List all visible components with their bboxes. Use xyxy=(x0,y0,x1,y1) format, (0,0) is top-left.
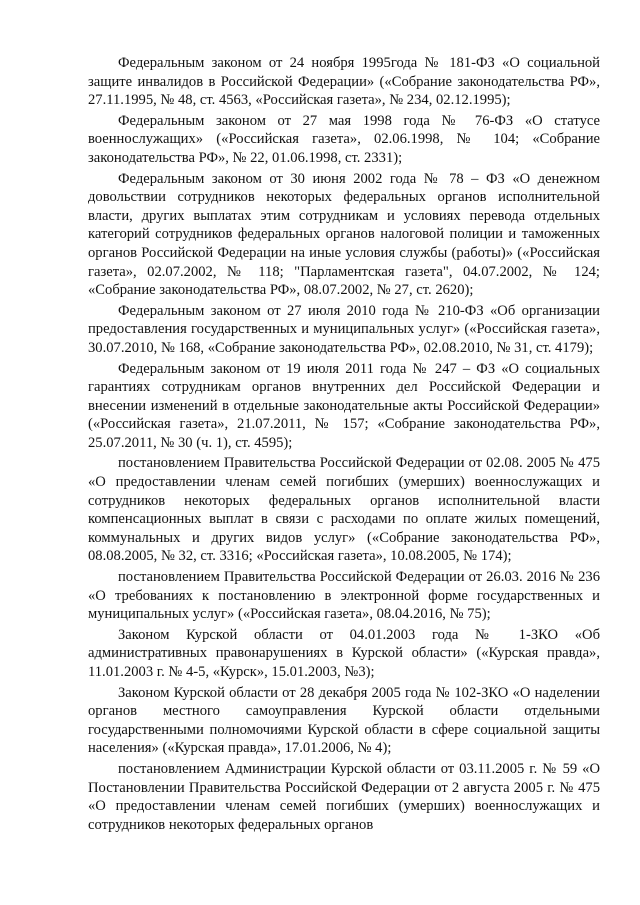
paragraph-federal-law-247: Федеральным законом от 19 июля 2011 года № 247 – ФЗ «О социальных гарантиях сотрудникам органов внутренних дел Российской Федерации и внесении изменений в отдельные законодательные акты Российской Федерации» («Российская газета», 21.07.2011, № 157; «Собрание законодательства РФ», 25.07.2011, № 30 (ч. 1), ст. 4595); xyxy=(88,360,600,451)
paragraph-kursk-law-1-zko: Законом Курской области от 04.01.2003 года № 1-ЗКО «Об административных правонарушениях в Курской области» («Курская правда», 11.01.2003 г. № 4-5, «Курск», 15.01.2003, №3); xyxy=(88,626,600,680)
paragraph-federal-law-78: Федеральным законом от 30 июня 2002 года № 78 – ФЗ «О денежном довольствии сотрудников некоторых федеральных органов исполнительной власти, других выплатах этим сотрудникам и условиях перевода отдельных категорий сотрудников федеральных органов налоговой полиции и таможенных органов Российской Федерации на иные условия службы (работы)» («Российская газета», 02.07.2002, № 118; "Парламентская газета", 04.07.2002, № 124; «Собрание законодательства РФ», 08.07.2002, № 27, ст. 2620); xyxy=(88,170,600,299)
paragraph-government-decree-475: постановлением Правительства Российской Федерации от 02.08. 2005 № 475 «О предоставлении членам семей погибших (умерших) военнослужащих и сотрудников некоторых федеральных органов исполнительной власти компенсационных выплат в связи с расходами по оплате жилых помещений, коммунальных и других видов услуг» («Собрание законодательства РФ», 08.08.2005, № 32, ст. 3316; «Российская газета», 10.08.2005, № 174); xyxy=(88,455,600,565)
paragraph-federal-law-181: Федеральным законом от 24 ноября 1995года № 181-ФЗ «О социальной защите инвалидов в Российской Федерации» («Собрание законодательства РФ», 27.11.1995, № 48, ст. 4563, «Российская газета», № 234, 02.12.1995); xyxy=(88,55,600,109)
paragraph-government-decree-236: постановлением Правительства Российской Федерации от 26.03. 2016 № 236 «О требованиях к постановлению в электронной форме государственных и муниципальных услуг» («Российская газета», 08.04.2016, № 75); xyxy=(88,569,600,623)
document-page xyxy=(88,54,600,836)
paragraph-federal-law-76: Федеральным законом от 27 мая 1998 года № 76-ФЗ «О статусе военнослужащих» («Российская газета», 02.06.1998, № 104; «Собрание законодательства РФ», № 22, 01.06.1998, ст. 2331); xyxy=(88,112,600,166)
paragraph-kursk-law-102-zko: Законом Курской области от 28 декабря 2005 года № 102-ЗКО «О наделении органов местного самоуправления Курской области отдельными государственными полномочиями Курской области в сфере социальной защиты населения» («Курская правда», 17.01.2006, № 4); xyxy=(88,684,600,757)
paragraph-federal-law-210: Федеральным законом от 27 июля 2010 года № 210-ФЗ «Об организации предоставления государственных и муниципальных услуг» («Российская газета», 30.07.2010, № 168, «Собрание законодательства РФ», 02.08.2010, № 31, ст. 4179); xyxy=(88,302,600,356)
paragraph-kursk-administration-decree-59: постановлением Администрации Курской области от 03.11.2005 г. № 59 «О Постановлении Правительства Российской Федерации от 2 августа 2005 г. № 475 «О предоставлении членам семей погибших (умерших) военнослужащих и сотрудников некоторых федеральных органов xyxy=(88,760,600,833)
